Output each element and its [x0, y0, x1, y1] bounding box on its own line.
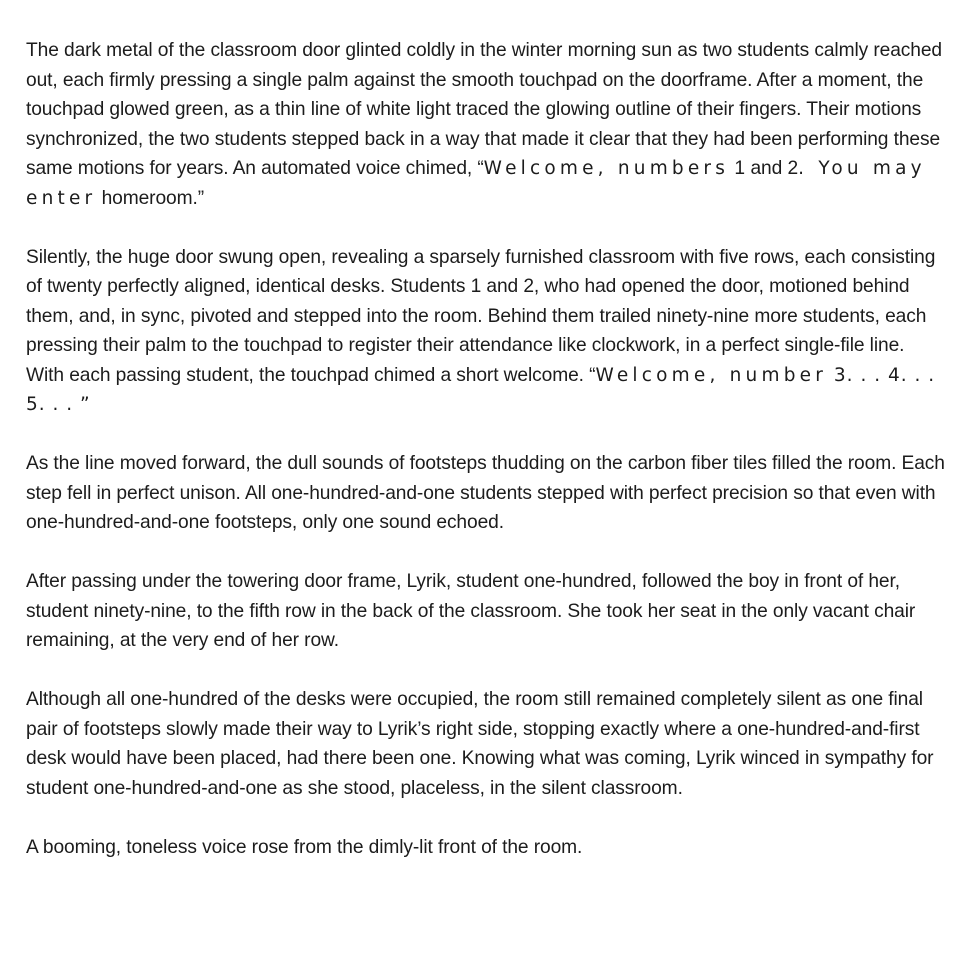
- paragraph-1-end: homeroom.”: [96, 187, 205, 209]
- student-number-1: 1: [729, 158, 751, 179]
- welcome-number-announcement: Welcome, number: [595, 364, 828, 386]
- story-text: [26, 36, 946, 892]
- paragraph-2-text: Silently, the huge door swung open, revealing a sparsely furnished classroom with five rows, each consisting of twenty perfectly aligned, identical desks. Students 1 and 2, who had opened the door, motioned behind them, and, in sync, pivoted and stepped into the room. Behind them trailed ninety-nine more students, each pressing their palm to the touchpad to register their attendance like clockwork, in a perfect single-file line. With each passing student, the touchpad chimed a short welcome. “: [26, 246, 936, 386]
- paragraph-4: After passing under the towering door frame, Lyrik, student one-hundred, followed the boy in front of her, student ninety-nine, to the fifth row in the back of the classroom. She took her seat in the only vacant chair remaining, at the very end of her row.: [26, 571, 916, 651]
- enter-announcement: . You may enter: [26, 158, 926, 209]
- paragraph-6: A booming, toneless voice rose from the dimly-lit front of the room.: [26, 836, 583, 858]
- paragraph-3: As the line moved forward, the dull sounds of footsteps thudding on the carbon fiber tiles filled the room. Each step fell in perfect unison. All one-hundred-and-one students stepped with perfect precision so that even with one-hundred-and-one footsteps, only one sound echoed.: [26, 453, 945, 533]
- welcome-announcement: Welcome, numbers: [483, 158, 730, 179]
- student-number-2: 2: [782, 158, 799, 179]
- paragraph-2: [26, 243, 946, 420]
- paragraph-5: Although all one-hundred of the desks were occupied, the room still remained completely silent as one final pair of footsteps slowly made their way to Lyrik’s right side, stopping exactly where a one-hundred-and-first desk would have been placed, had there been one. Knowing what was coming, Lyrik winced in sympathy for student one-hundred-and-one as she stood, placeless, in the silent classroom.: [26, 689, 934, 799]
- and-word: and: [750, 158, 783, 179]
- number-countdown: 3. . . 4. . . 5. . . ”: [26, 364, 936, 415]
- paragraph-1: [26, 36, 946, 213]
- paragraph-1-text: The dark metal of the classroom door glinted coldly in the winter morning sun as two students calmly reached out, each firmly pressing a single palm against the smooth touchpad on the doorframe. After a moment, the touchpad glowed green, as a thin line of white light traced the glowing outline of their fingers. Their motions synchronized, the two students stepped back in a way that made it clear that they had been performing these same motions for years. An automated voice chimed, “: [26, 40, 942, 179]
